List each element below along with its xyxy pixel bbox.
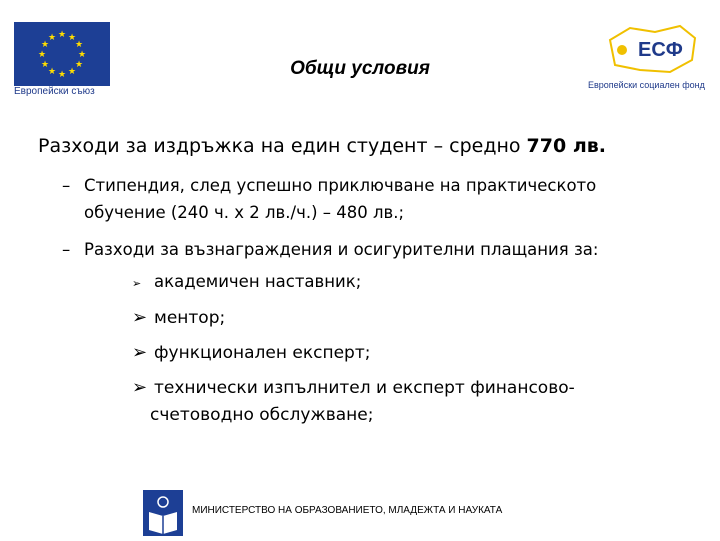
sub-list-item <box>132 377 575 398</box>
arrow-bullet-icon: ➢ <box>132 377 148 398</box>
lead-text: Разходи за издръжка на един студент – средно <box>38 135 527 157</box>
svg-text:★: ★ <box>40 40 50 50</box>
svg-text:★: ★ <box>40 60 50 70</box>
svg-text:★: ★ <box>57 30 67 40</box>
esf-logo <box>600 20 700 80</box>
svg-text:★: ★ <box>74 60 84 70</box>
sub-item-text: ментор; <box>154 308 226 328</box>
svg-text:★: ★ <box>67 33 77 43</box>
sub-list-item <box>132 272 361 291</box>
sub-item-continuation: счетоводно обслужване; <box>150 405 374 425</box>
sub-list-item <box>132 342 370 363</box>
svg-text:★: ★ <box>67 67 77 77</box>
svg-text:★: ★ <box>74 40 84 50</box>
slide-title: Общи условия <box>290 58 430 79</box>
item-text: Стипендия, след успешно приключване на практическото <box>84 176 597 195</box>
arrow-bullet-icon: ➢ <box>132 307 148 328</box>
dash-bullet: – <box>62 176 71 195</box>
ministry-name: МИНИСТЕРСТВО НА ОБРАЗОВАНИЕТО, МЛАДЕЖТА И НАУКАТА <box>192 505 503 516</box>
item-continuation: обучение (240 ч. х 2 лв./ч.) – 480 лв.; <box>84 203 405 222</box>
dash-bullet: – <box>62 240 71 259</box>
list-item <box>62 176 596 195</box>
svg-text:★: ★ <box>47 67 57 77</box>
esf-caption: Европейски социален фонд <box>588 80 705 90</box>
arrow-bullet-icon: ➢ <box>132 342 148 363</box>
item-text: Разходи за възнаграждения и осигурителни плащания за: <box>84 240 599 259</box>
sub-list-item <box>132 307 225 328</box>
arrow-bullet-icon: ➢ <box>132 277 142 290</box>
svg-text:★: ★ <box>77 50 87 60</box>
esf-logo-text: ЕСФ <box>638 39 683 61</box>
ministry-logo <box>143 490 183 536</box>
sub-item-text: функционален експерт; <box>154 343 371 363</box>
list-item <box>62 240 598 259</box>
sub-item-text: академичен наставник; <box>154 272 362 291</box>
sub-item-text: технически изпълнител и експерт финансово- <box>154 378 575 398</box>
lead-line <box>38 135 606 157</box>
lead-amount: 770 лв. <box>526 135 606 157</box>
eu-caption: Европейски съюз <box>14 86 95 97</box>
svg-text:★: ★ <box>57 70 67 80</box>
svg-text:★: ★ <box>47 33 57 43</box>
svg-text:★: ★ <box>37 50 47 60</box>
